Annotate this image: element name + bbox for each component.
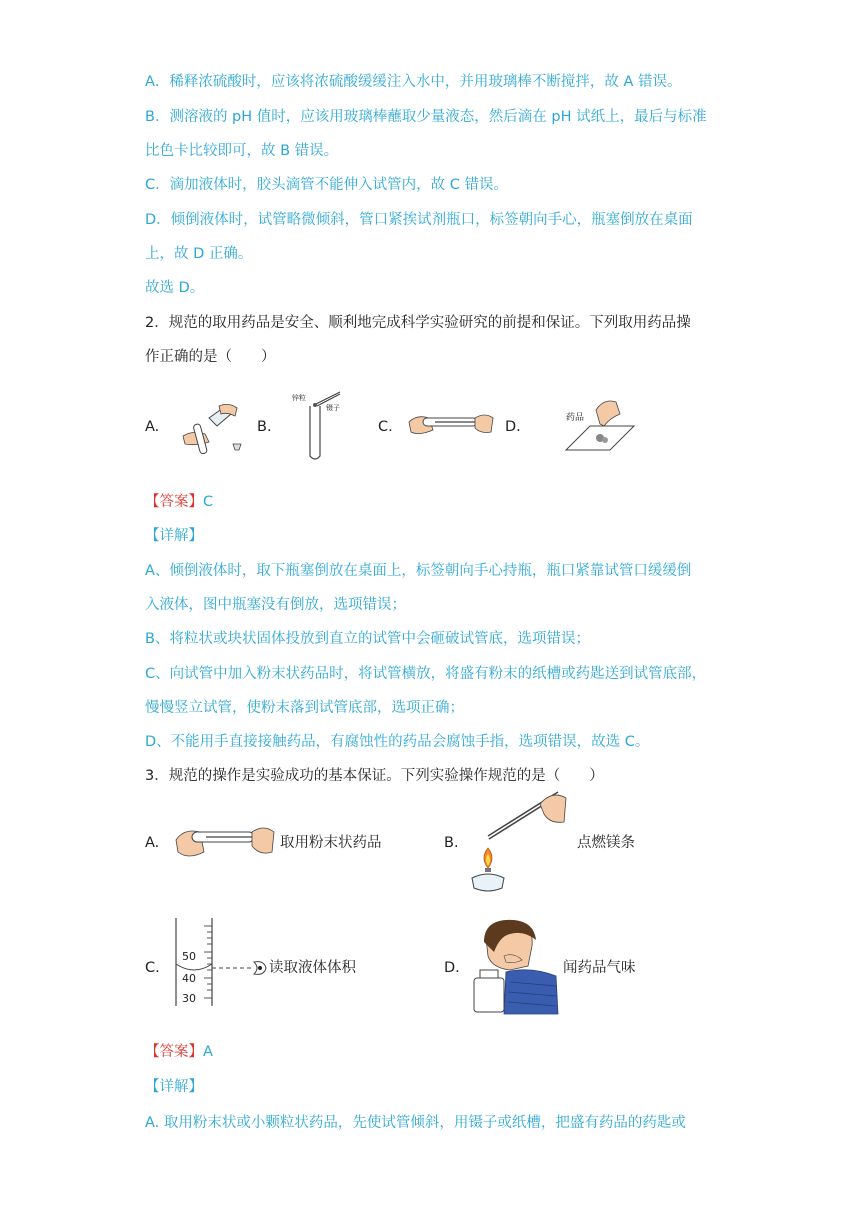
q3-detail-tag: 【详解】 xyxy=(145,1079,203,1095)
q3-option-a-letter: A. xyxy=(145,835,160,851)
analysis-line: 上，故 D 正确。 xyxy=(145,246,253,262)
answer-value: C xyxy=(203,494,214,510)
q2-option-a-letter: A. xyxy=(145,419,160,435)
analysis-line: 比色卡比较即可，故 B 错误。 xyxy=(145,143,339,159)
q3-caption-c: 读取液体体积 xyxy=(269,960,356,976)
analysis-line: C．滴加液体时，胶头滴管不能伸入试管内，故 C 错误。 xyxy=(145,177,508,193)
q3-option-b-letter: B. xyxy=(444,835,459,851)
q2-detail-line: C、向试管中加入粉末状药品时，将试管横放，将盛有粉末的纸槽或药匙送到试管底部， xyxy=(145,666,707,682)
q3-answer xyxy=(145,1042,213,1062)
q2-detail-line: 入液体，图中瓶塞没有倒放，选项错误； xyxy=(145,597,406,613)
tick-label: 50 xyxy=(182,950,196,963)
q2-fig-a-pouring xyxy=(175,400,245,456)
q2-fig-d-hand-medicine xyxy=(560,396,636,452)
answer-value: A xyxy=(203,1044,213,1060)
tick-label: 30 xyxy=(182,992,196,1005)
q2-option-c-letter: C. xyxy=(378,419,393,435)
q2-option-b-letter: B. xyxy=(257,419,272,435)
q3-option-d-letter: D. xyxy=(444,960,460,976)
q3-stem: 3．规范的操作是实验成功的基本保证。下列实验操作规范的是（ ） xyxy=(145,768,604,784)
q2-detail-line: A、倾倒液体时，取下瓶塞倒放在桌面上，标签朝向手心持瓶，瓶口紧靠试管口缓缓倒 xyxy=(145,563,692,579)
q2-stem-line1: 2．规范的取用药品是安全、顺利地完成科学实验研究的前提和保证。下列取用药品操 xyxy=(145,315,691,331)
analysis-line: D．倾倒液体时，试管略微倾斜，管口紧挨试剂瓶口，标签朝向手心，瓶塞倒放在桌面 xyxy=(145,212,693,228)
answer-tag: 【答案】 xyxy=(145,494,203,510)
q3-caption-b: 点燃镁条 xyxy=(577,835,635,851)
q2-detail-tag: 【详解】 xyxy=(145,528,203,544)
q3-fig-d-smelling xyxy=(470,916,560,1016)
tick-label: 40 xyxy=(182,972,196,985)
q2-detail-line: D、不能用手直接接触药品，有腐蚀性的药品会腐蚀手指，选项错误，故选 C。 xyxy=(145,734,650,750)
q2-fig-b-zinc-tongs xyxy=(290,388,350,462)
q2-stem-line2: 作正确的是（ ） xyxy=(145,349,276,365)
analysis-line: B．测溶液的 pH 值时，应该用玻璃棒蘸取少量液态，然后滴在 pH 试纸上，最后与标准 xyxy=(145,109,707,125)
analysis-line: 故选 D。 xyxy=(145,280,205,296)
q2-option-d-letter: D. xyxy=(505,419,521,435)
q3-fig-b-burning-magnesium xyxy=(466,784,572,894)
q2-answer xyxy=(145,492,213,512)
answer-tag: 【答案】 xyxy=(145,1044,203,1060)
q3-option-c-letter: C. xyxy=(145,960,160,976)
fig-label-medicine: 药品 xyxy=(566,413,585,423)
q2-fig-c-powder-tube xyxy=(405,404,497,444)
fig-label-tongs: 镊子 xyxy=(326,404,340,412)
fig-label-zinc: 锌粒 xyxy=(292,394,306,402)
q3-caption-a: 取用粉末状药品 xyxy=(280,835,382,851)
q2-detail-line: B、将粒状或块状固体投放到直立的试管中会砸破试管底，选项错误； xyxy=(145,631,590,647)
q2-detail-line: 慢慢竖立试管，使粉末落到试管底部，选项正确； xyxy=(145,700,464,716)
q3-detail-line: A. 取用粉末状或小颗粒状药品，先使试管倾斜，用镊子或纸槽，把盛有药品的药匙或 xyxy=(145,1115,686,1131)
analysis-line: A．稀释浓硫酸时，应该将浓硫酸缓缓注入水中，并用玻璃棒不断搅拌，故 A 错误。 xyxy=(145,74,682,90)
q3-caption-d: 闻药品气味 xyxy=(563,960,636,976)
q3-fig-a-powder-tube xyxy=(172,812,276,868)
